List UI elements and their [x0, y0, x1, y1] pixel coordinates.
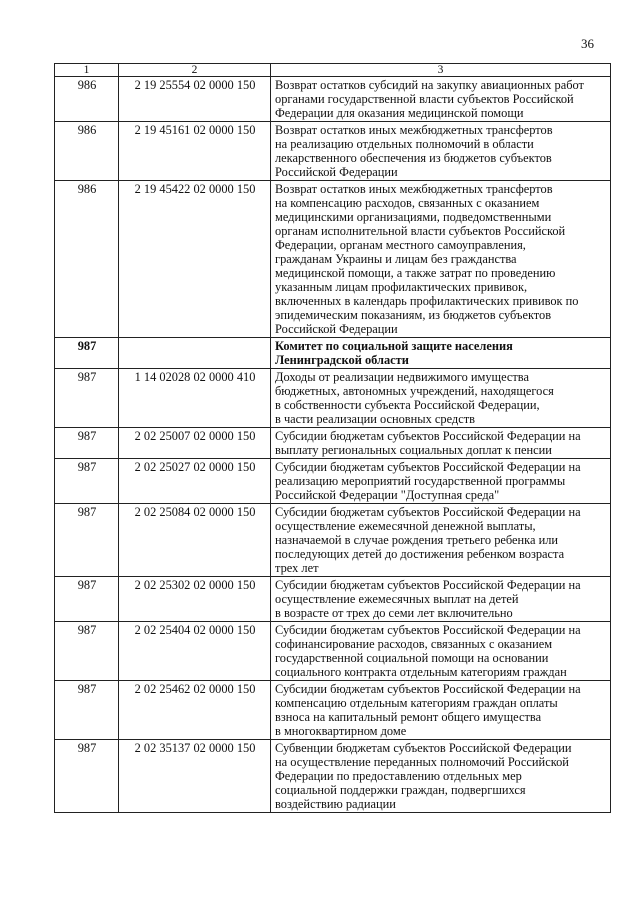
- description-line: Комитет по социальной защите населения: [275, 339, 513, 353]
- description-line: Федерации, органам местного самоуправления,: [275, 238, 526, 252]
- description-cell: [271, 740, 611, 813]
- table-row: [55, 77, 611, 122]
- table-row: [55, 338, 611, 369]
- description-line: Субсидии бюджетам субъектов Российской Федерации на: [275, 578, 581, 592]
- admin-code-cell: 986: [55, 77, 119, 122]
- description-line: Федерации для оказания медицинской помощи: [275, 106, 524, 120]
- header-col-2: 2: [119, 64, 271, 77]
- admin-code-cell: 987: [55, 577, 119, 622]
- description-line: Субсидии бюджетам субъектов Российской Федерации на: [275, 429, 581, 443]
- description-line: на осуществление переданных полномочий Российской: [275, 755, 569, 769]
- description-line: Доходы от реализации недвижимого имущества: [275, 370, 529, 384]
- description-line: Субвенции бюджетам субъектов Российской Федерации: [275, 741, 572, 755]
- description-line: в собственности субъекта Российской Федерации,: [275, 398, 540, 412]
- header-col-1: 1: [55, 64, 119, 77]
- revenue-code-cell: [119, 338, 271, 369]
- revenue-code-cell: 2 02 25027 02 0000 150: [119, 459, 271, 504]
- description-line: бюджетных, автономных учреждений, находящегося: [275, 384, 554, 398]
- description-line: лекарственного обеспечения из бюджетов субъектов: [275, 151, 552, 165]
- description-line: Российской Федерации: [275, 165, 398, 179]
- description-line: назначаемой в случае рождения третьего ребенка или: [275, 533, 559, 547]
- description-line: на компенсацию расходов, связанных с оказанием: [275, 196, 540, 210]
- description-line: Возврат остатков иных межбюджетных трансфертов: [275, 182, 553, 196]
- admin-code-cell: 987: [55, 428, 119, 459]
- description-line: Субсидии бюджетам субъектов Российской Федерации на: [275, 505, 581, 519]
- revenue-code-cell: 2 02 25462 02 0000 150: [119, 681, 271, 740]
- budget-classification-table: [54, 63, 611, 813]
- revenue-code-cell: 2 02 25404 02 0000 150: [119, 622, 271, 681]
- table-header-row: [55, 64, 611, 77]
- admin-code-cell: 987: [55, 459, 119, 504]
- revenue-code-cell: 2 02 25084 02 0000 150: [119, 504, 271, 577]
- admin-code-cell: 987: [55, 622, 119, 681]
- description-line: в многоквартирном доме: [275, 724, 407, 738]
- revenue-code-cell: 1 14 02028 02 0000 410: [119, 369, 271, 428]
- description-line: выплату региональных социальных доплат к пенсии: [275, 443, 552, 457]
- header-col-3: 3: [271, 64, 611, 77]
- description-line: трех лет: [275, 561, 319, 575]
- description-line: Субсидии бюджетам субъектов Российской Федерации на: [275, 623, 581, 637]
- description-line: социального контракта отдельным категориям граждан: [275, 665, 567, 679]
- revenue-code-cell: 2 02 25302 02 0000 150: [119, 577, 271, 622]
- revenue-code-cell: 2 19 25554 02 0000 150: [119, 77, 271, 122]
- description-line: Субсидии бюджетам субъектов Российской Федерации на: [275, 682, 581, 696]
- description-cell: [271, 77, 611, 122]
- description-line: на реализацию отдельных полномочий в области: [275, 137, 534, 151]
- admin-code-cell: 986: [55, 122, 119, 181]
- description-cell: [271, 577, 611, 622]
- description-line: воздействию радиации: [275, 797, 396, 811]
- admin-code-cell: 987: [55, 369, 119, 428]
- description-line: Ленинградской области: [275, 353, 409, 367]
- admin-code-cell: 986: [55, 181, 119, 338]
- description-cell: [271, 369, 611, 428]
- description-line: осуществление ежемесячных выплат на детей: [275, 592, 519, 606]
- table-row: [55, 577, 611, 622]
- description-line: Возврат остатков субсидий на закупку авиационных работ: [275, 78, 584, 92]
- description-line: медицинскими организациями, подведомственными: [275, 210, 552, 224]
- page-number: 36: [581, 36, 594, 51]
- admin-code-cell: 987: [55, 338, 119, 369]
- description-line: включенных в календарь профилактических прививок по: [275, 294, 579, 308]
- description-line: в возрасте от трех до семи лет включительно: [275, 606, 513, 620]
- description-cell: [271, 181, 611, 338]
- description-cell: [271, 622, 611, 681]
- description-line: софинансирование расходов, связанных с оказанием: [275, 637, 553, 651]
- description-line: указанным лицам профилактических прививок,: [275, 280, 528, 294]
- admin-code-cell: 987: [55, 504, 119, 577]
- description-line: Субсидии бюджетам субъектов Российской Федерации на: [275, 460, 581, 474]
- description-line: в части реализации основных средств: [275, 412, 476, 426]
- table-body: [55, 77, 611, 813]
- description-line: медицинской помощи, а также затрат по проведению: [275, 266, 556, 280]
- description-line: Российской Федерации "Доступная среда": [275, 488, 500, 502]
- description-line: Федерации по предоставлению отдельных мер: [275, 769, 522, 783]
- description-cell: [271, 428, 611, 459]
- table-row: [55, 428, 611, 459]
- description-cell: [271, 504, 611, 577]
- description-line: осуществление ежемесячной денежной выплаты,: [275, 519, 536, 533]
- description-line: последующих детей до достижения ребенком возраста: [275, 547, 565, 561]
- table-row: [55, 181, 611, 338]
- description-cell: [271, 122, 611, 181]
- description-line: органами государственной власти субъектов Российской: [275, 92, 574, 106]
- table-row: [55, 504, 611, 577]
- revenue-code-cell: 2 02 35137 02 0000 150: [119, 740, 271, 813]
- description-line: органам исполнительной власти субъектов Российской: [275, 224, 566, 238]
- revenue-code-cell: 2 19 45161 02 0000 150: [119, 122, 271, 181]
- description-line: компенсацию отдельным категориям граждан оплаты: [275, 696, 558, 710]
- description-cell: [271, 459, 611, 504]
- description-line: Российской Федерации: [275, 322, 398, 336]
- description-line: Возврат остатков иных межбюджетных трансфертов: [275, 123, 553, 137]
- description-line: социальной поддержки граждан, подвергшихся: [275, 783, 526, 797]
- description-line: гражданам Украины и лицам без гражданства: [275, 252, 517, 266]
- table-row: [55, 122, 611, 181]
- table-row: [55, 740, 611, 813]
- description-line: взноса на капитальный ремонт общего имущества: [275, 710, 542, 724]
- admin-code-cell: 987: [55, 681, 119, 740]
- table-row: [55, 622, 611, 681]
- revenue-code-cell: 2 02 25007 02 0000 150: [119, 428, 271, 459]
- description-cell: [271, 338, 611, 369]
- table-row: [55, 459, 611, 504]
- table-row: [55, 369, 611, 428]
- description-line: эпидемическим показаниям, из бюджетов субъектов: [275, 308, 552, 322]
- admin-code-cell: 987: [55, 740, 119, 813]
- description-cell: [271, 681, 611, 740]
- table-row: [55, 681, 611, 740]
- description-line: государственной социальной помощи на основании: [275, 651, 549, 665]
- description-line: реализацию мероприятий государственной программы: [275, 474, 566, 488]
- revenue-code-cell: 2 19 45422 02 0000 150: [119, 181, 271, 338]
